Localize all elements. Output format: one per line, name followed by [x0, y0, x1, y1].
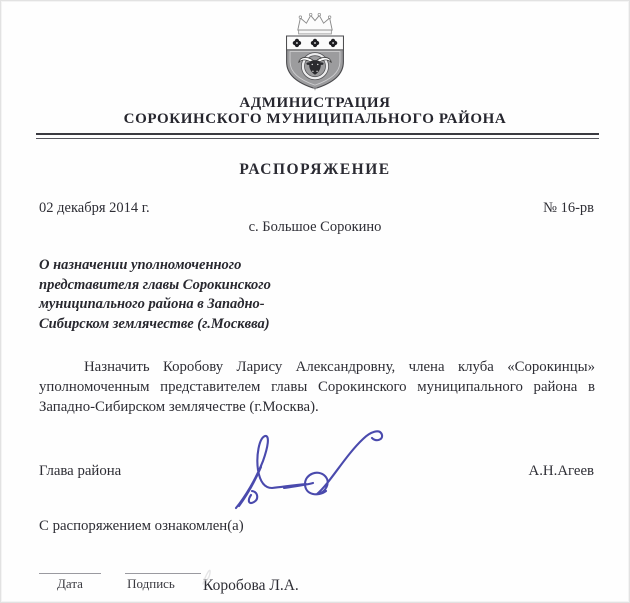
signature-blank-line [125, 559, 201, 574]
subject-line: Сибирском землячестве (г.Москвва) [39, 315, 270, 332]
subject-line: представителя главы Сорокинского [39, 276, 271, 293]
signer-title: Глава района [39, 463, 122, 479]
scan-artifact-mark [199, 564, 219, 588]
crown-shape [298, 15, 332, 30]
org-name-line2: СОРОКИНСКОГО МУНИЦИПАЛЬНОГО РАЙОНА [123, 111, 507, 127]
document-body-text: Назначить Коробову Ларису Александровну, члена клуба «Сорокинцы» уполномоченным представителем главы Сорокинского муниципального района в Западно-Сибирском землячестве (г.Москва). [39, 359, 595, 415]
document-title: РАСПОРЯЖЕНИЕ [239, 161, 391, 178]
acknowledgement-text: С распоряжением ознакомлен(а) [39, 518, 244, 534]
signature-label: Подпись [127, 576, 175, 591]
acknowledged-by-name: Коробова Л.А. [203, 577, 299, 594]
document-date: 02 декабря 2014 г. [39, 200, 150, 216]
document-place: с. Большое Сорокино [248, 219, 382, 235]
org-name-line1: АДМИНИСТРАЦИЯ [239, 95, 391, 111]
subject-line: муниципального района в Западно- [39, 296, 265, 312]
coat-of-arms-icon [272, 12, 358, 92]
header-divider [36, 133, 599, 139]
subject-line: О назначении уполномоченного [39, 257, 242, 273]
date-blank-line [39, 559, 101, 574]
document-number: № 16-рв [543, 200, 594, 216]
document-subject [39, 256, 349, 334]
date-label: Дата [57, 576, 83, 591]
signer-name: А.Н.Агеев [528, 463, 594, 479]
handwritten-signature [214, 411, 399, 511]
